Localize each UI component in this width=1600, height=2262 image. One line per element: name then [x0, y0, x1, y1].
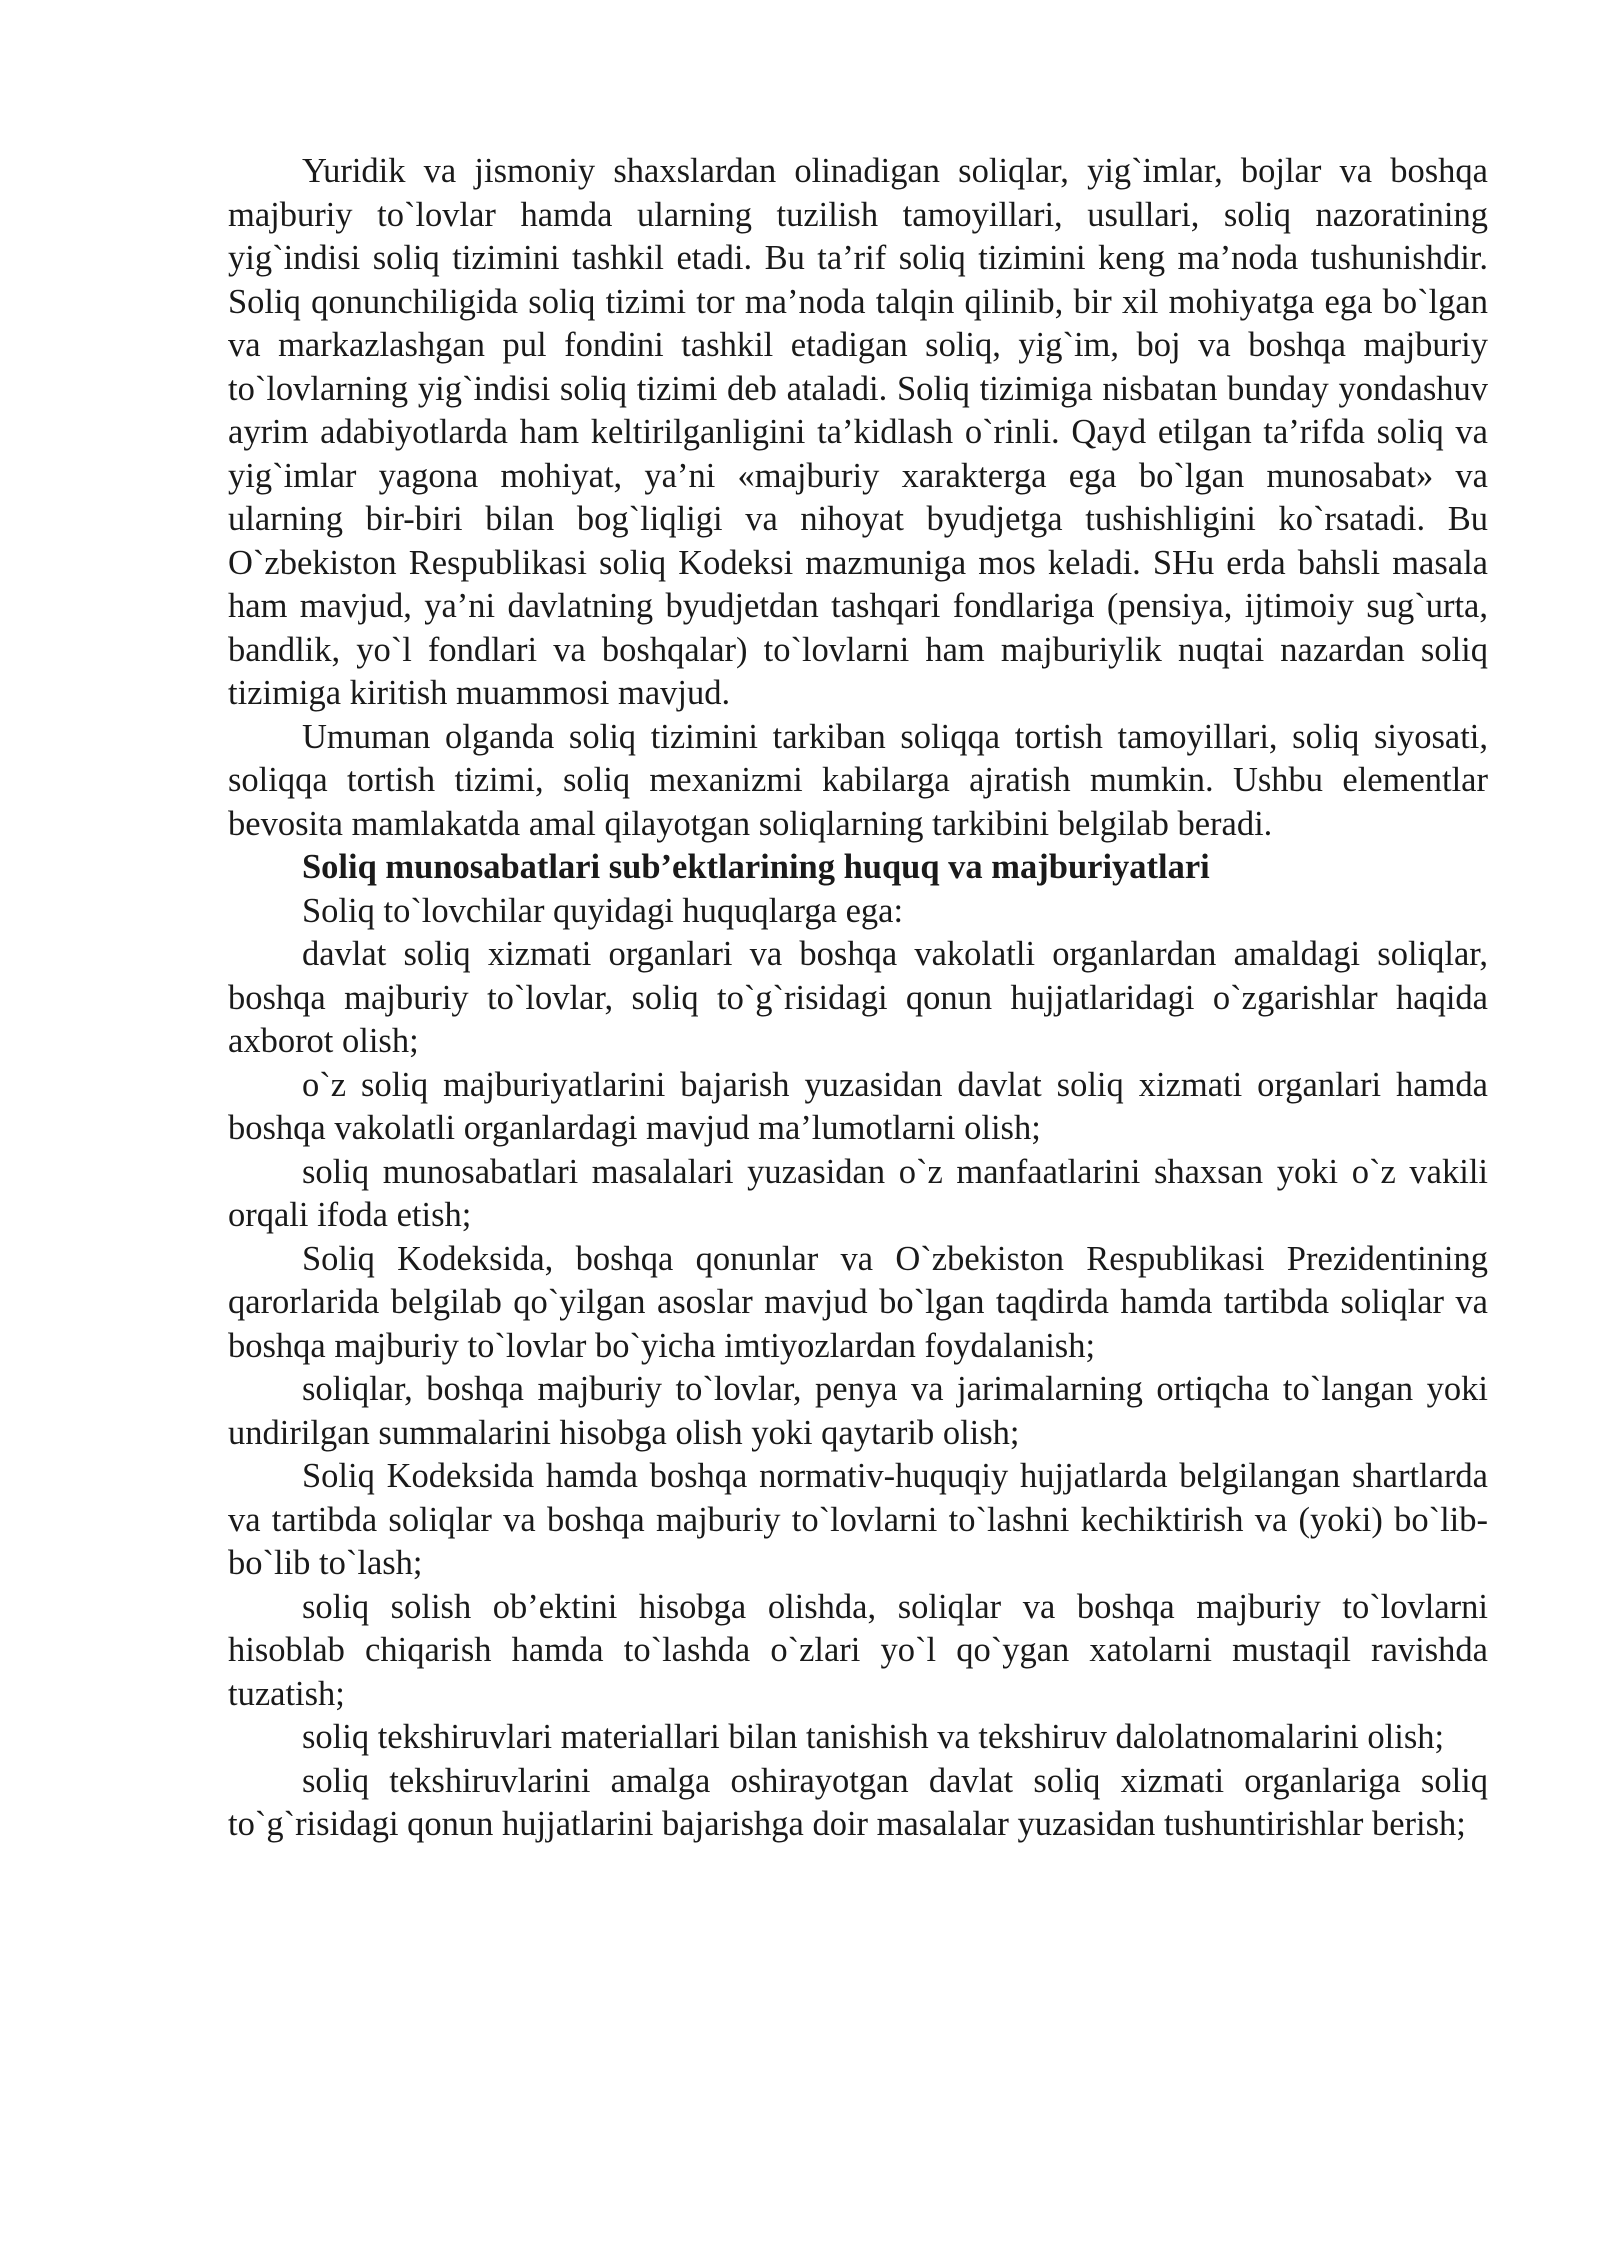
- rights-item-9: soliq tekshiruvlarini amalga oshirayotgan davlat soliq xizmati organlariga soliq to`g`risidagi qonun hujjatlarini bajarishga doir masalalar yuzasidan tushuntirishlar berish;: [228, 1761, 1488, 1843]
- intro-paragraph: Yuridik va jismoniy shaxslardan olinadigan soliqlar, yig`imlar, bojlar va boshqa majburiy to`lovlar hamda ularning tuzilish tamoyillari, usullari, soliq nazoratining yig`indisi soliq tizimini tashkil etadi. Bu ta’rif soliq tizimini keng ma’noda tushunishdir. Soliq qonunchiligida soliq tizimi tor ma’noda talqin qilinib, bir xil mohiyatga ega bo`lgan va markazlashgan pul fondini tashkil etadigan soliq, yig`im, boj va boshqa majburiy to`lovlarning yig`indisi soliq tizimi deb ataladi. Soliq tizimiga nisbatan bunday yondashuv ayrim adabiyotlarda ham keltirilganligini ta’kidlash o`rinli. Qayd etilgan ta’rifda soliq va yig`imlar yagona mohiyat, ya’ni «majburiy xarakterga ega bo`lgan munosabat» va ularning bir-biri bilan bog`liqligi va nihoyat byudjetga tushishligini ko`rsatadi. Bu O`zbekiston Respublikasi soliq Kodeksi mazmuniga mos keladi. SHu erda bahsli masala ham mavjud, ya’ni davlatning byudjetdan tashqari fondlariga (pensiya, ijtimoiy sug`urta, bandlik, yo`l fondlari va boshqalar) to`lovlarni ham majburiylik nuqtai nazardan soliq tizimiga kiritish muammosi mavjud.: [228, 152, 1488, 712]
- second-paragraph: Umuman olganda soliq tizimini tarkiban soliqqa tortish tamoyillari, soliq siyosati, soliqqa tortish tizimi, soliq mexanizmi kabilarga ajratish mumkin. Ushbu elementlar bevosita mamlakatda amal qilayotgan soliqlarning tarkibini belgilab beradi.: [228, 717, 1488, 843]
- rights-item-7: soliq solish ob’ektini hisobga olishda, soliqlar va boshqa majburiy to`lovlarni hisoblab chiqarish hamda to`lashda o`zlari yo`l qo`ygan xatolarni mustaqil ravishda tuzatish;: [228, 1587, 1488, 1713]
- rights-item-8: soliq tekshiruvlari materiallari bilan tanishish va tekshiruv dalolatnomalarini olish;: [302, 1718, 1445, 1756]
- rights-item-6: Soliq Kodeksida hamda boshqa normativ-huquqiy hujjatlarda belgilangan shartlarda va tartibda soliqlar va boshqa majburiy to`lovlarni to`lashni kechiktirish va (yoki) bo`lib-bo`lib to`lash;: [228, 1457, 1488, 1582]
- rights-intro: Soliq to`lovchilar quyidagi huquqlarga ega:: [302, 891, 904, 930]
- document-page: [228, 150, 1488, 1847]
- rights-item-2: o`z soliq majburiyatlarini bajarish yuzasidan davlat soliq xizmati organlari hamda boshqa vakolatli organlardagi mavjud ma’lumotlarni olish;: [228, 1065, 1488, 1147]
- rights-item-5: soliqlar, boshqa majburiy to`lovlar, penya va jarimalarning ortiqcha to`langan yoki undirilgan summalarini hisobga olish yoki qaytarib olish;: [228, 1370, 1488, 1452]
- rights-item-3: soliq munosabatlari masalalari yuzasidan o`z manfaatlarini shaxsan yoki o`z vakili orqali ifoda etish;: [228, 1152, 1488, 1234]
- rights-item-1: davlat soliq xizmati organlari va boshqa vakolatli organlardan amaldagi soliqlar, boshqa majburiy to`lovlar, soliq to`g`risidagi qonun hujjatlaridagi o`zgarishlar haqida axborot olish;: [228, 935, 1488, 1060]
- rights-item-4: Soliq Kodeksida, boshqa qonunlar va O`zbekiston Respublikasi Prezidentining qarorlarida belgilab qo`yilgan asoslar mavjud bo`lgan taqdirda hamda tartibda soliqlar va boshqa majburiy to`lovlar bo`yicha imtiyozlardan foydalanish;: [228, 1239, 1488, 1365]
- section-heading: Soliq munosabatlari sub’ektlarining huquq va majburiyatlari: [302, 848, 1210, 886]
